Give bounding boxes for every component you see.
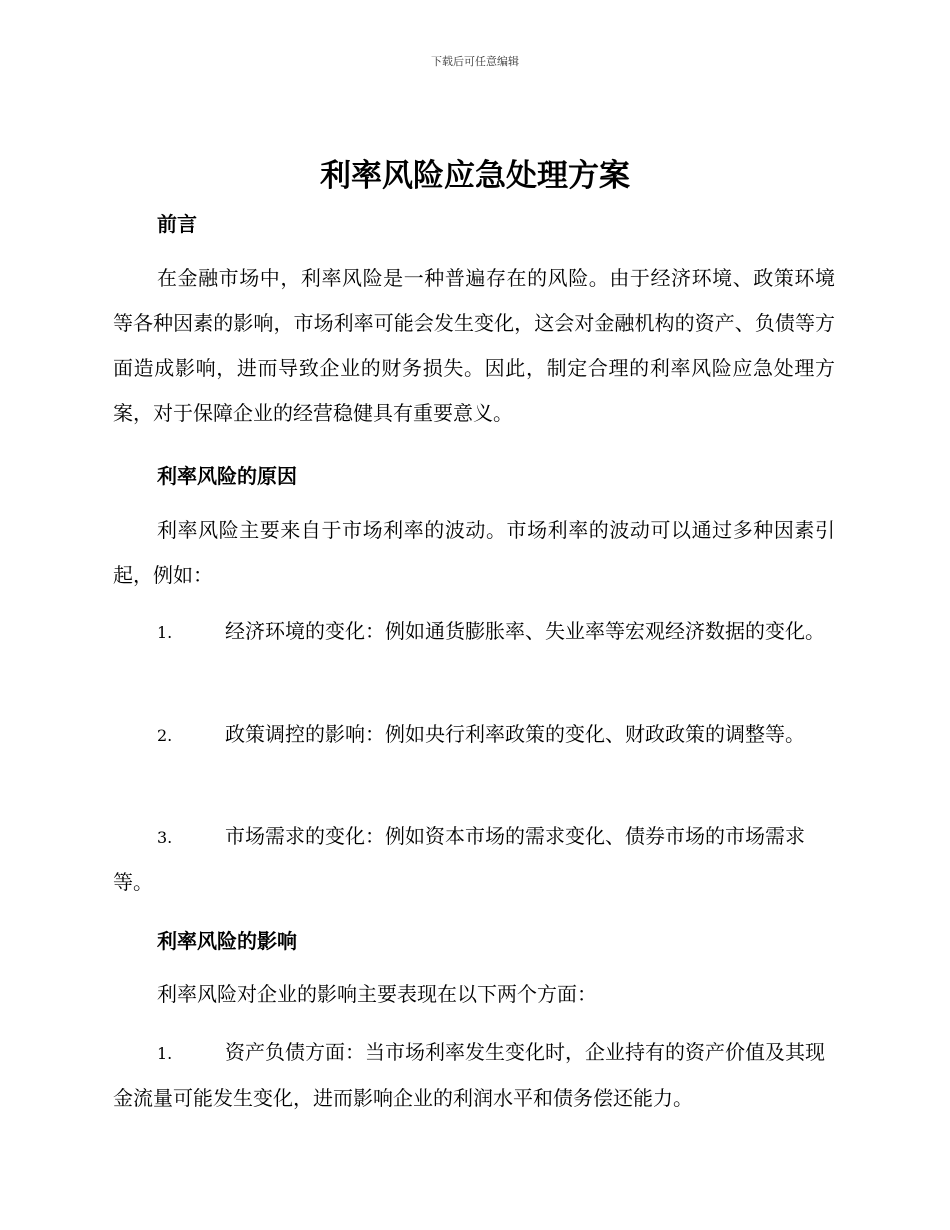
list-item-text: 市场需求的变化：例如资本市场的需求变化、债券市场的市场需求等。 (113, 824, 805, 894)
list-item (113, 712, 835, 758)
document-title: 利率风险应急处理方案 (320, 158, 630, 194)
header-note: 下载后可任意编辑 (431, 55, 519, 68)
list-item-number: 3. (157, 828, 173, 847)
list-item (113, 1030, 835, 1121)
causes-heading: 利率风险的原因 (157, 464, 297, 488)
list-item-number: 1. (157, 1044, 173, 1063)
list-item-text: 经济环境的变化：例如通货膨胀率、失业率等宏观经济数据的变化。 (225, 619, 825, 643)
list-item-text: 资产负债方面：当市场利率发生变化时，企业持有的资产价值及其现金流量可能发生变化，进而影响企业的利润水平和债务偿还能力。 (113, 1040, 825, 1110)
list-item-number: 1. (157, 623, 173, 642)
causes-paragraph: 利率风险主要来自于市场利率的波动。市场利率的波动可以通过多种因素引起，例如： (113, 518, 835, 587)
impact-heading: 利率风险的影响 (157, 929, 297, 953)
preface-paragraph: 在金融市场中，利率风险是一种普遍存在的风险。由于经济环境、政策环境等各种因素的影响，市场利率可能会发生变化，这会对金融机构的资产、负债等方面造成影响，进而导致企业的财务损失。因此，制定合理的利率风险应急处理方案，对于保障企业的经营稳健具有重要意义。 (113, 266, 835, 425)
list-item (113, 609, 835, 655)
preface-heading: 前言 (157, 212, 197, 236)
impact-paragraph: 利率风险对企业的影响主要表现在以下两个方面： (157, 982, 597, 1006)
list-item (113, 814, 835, 905)
list-item-number: 2. (157, 726, 173, 745)
list-item-text: 政策调控的影响：例如央行利率政策的变化、财政政策的调整等。 (225, 722, 805, 746)
